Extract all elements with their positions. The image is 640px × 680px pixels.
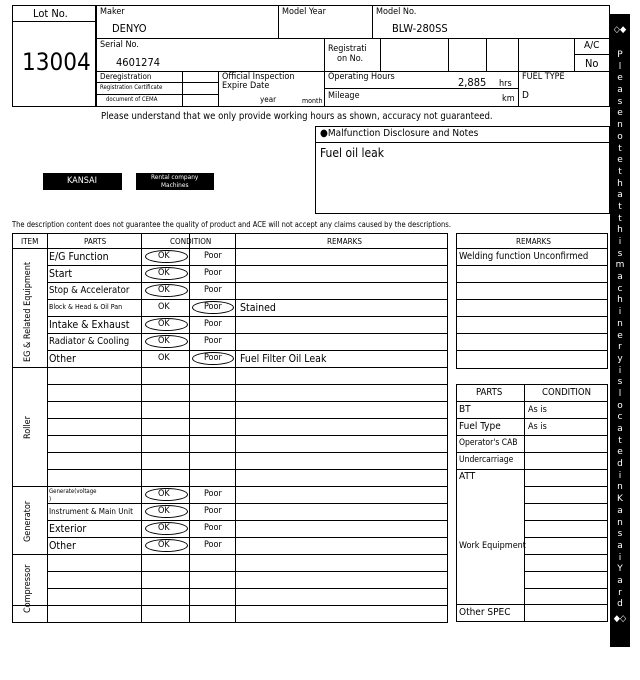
row-divider: [47, 333, 448, 334]
row-divider: [47, 282, 448, 283]
selected-condition-oval: [145, 250, 188, 263]
fuel-type-value: D: [522, 90, 529, 101]
right-remarks-row-line: [456, 299, 608, 300]
poor-option: Poor: [204, 489, 222, 499]
part-generate-voltage-2: ): [49, 496, 52, 503]
selected-condition-oval: [192, 352, 234, 365]
ok-option: OK: [158, 251, 170, 261]
side-banner-letter: n: [617, 120, 623, 131]
part-generate-voltage-1: Generate(voltage: [49, 488, 97, 495]
hrs-unit: hrs: [499, 79, 512, 89]
side-banner-letter: s: [617, 529, 623, 540]
selected-condition-oval: [192, 301, 234, 314]
side-banner-letter: i: [618, 237, 622, 247]
ok-option: OK: [158, 523, 170, 533]
inspection-label-2: Expire Date: [222, 81, 270, 91]
ok-option: OK: [158, 540, 170, 550]
poor-option: Poor: [204, 506, 222, 516]
group-label-eg: EG & Related Equipment: [23, 261, 33, 363]
operating-hours-value: 2,885: [458, 76, 487, 89]
col-parts-header: PARTS: [84, 237, 107, 246]
registration-label-2: on No.: [337, 54, 364, 64]
header-divider: [12, 248, 448, 249]
poor-option: Poor: [204, 251, 222, 261]
ok-option: OK: [158, 319, 170, 329]
side-banner-letter: n: [617, 517, 623, 528]
row-divider: [47, 299, 448, 300]
side-banner-letter: t: [618, 201, 622, 212]
selected-condition-oval: [145, 488, 188, 501]
col-item-header: ITEM: [21, 237, 39, 246]
rp-other-label: Other SPEC: [459, 607, 511, 618]
kansai-label: KANSAI: [67, 176, 97, 186]
rp-col-parts: PARTS: [476, 387, 503, 398]
part-intake-exhaust: Intake & Exhaust: [49, 319, 130, 331]
right-remarks-first: Welding function Unconfirmed: [459, 251, 589, 262]
side-banner-letter: a: [617, 424, 623, 434]
poor-option: Poor: [204, 268, 222, 278]
poor-option: Poor: [204, 285, 222, 295]
model-year-label: Model Year: [282, 7, 326, 17]
disclaimer: The description content does not guarantee the quality of product and ACE will not accept any claims caused by the descriptions.: [12, 220, 451, 229]
part-start: Start: [49, 268, 73, 280]
side-banner-letter: K: [617, 494, 623, 505]
side-banner-letter: i: [618, 470, 622, 481]
side-banner-letter: i: [618, 552, 622, 563]
maker-value: DENYO: [112, 22, 147, 35]
side-banner-letter: d: [617, 599, 623, 610]
side-banner-letter: l: [618, 61, 622, 72]
lot-number: 13004: [22, 48, 91, 76]
ok-option: OK: [158, 506, 170, 516]
side-banner-letter: a: [617, 575, 623, 586]
poor-option: Poor: [204, 353, 222, 363]
rp-cab-label: Operator's CAB: [459, 438, 518, 448]
row-divider: [47, 265, 448, 266]
side-banner-letter: i: [618, 307, 622, 318]
cema-label: document of CEMA: [106, 96, 158, 103]
part-radiator-cooling: Radiator & Cooling: [49, 336, 130, 347]
side-banner-top-symbol: ◇◆: [613, 25, 627, 35]
side-banner-text: [610, 50, 630, 610]
right-remarks-row-line: [456, 282, 608, 283]
model-no-label: Model No.: [376, 7, 417, 17]
poor-option: Poor: [204, 319, 222, 329]
rp-under-label: Undercarriage: [459, 455, 514, 465]
row-divider: [47, 469, 448, 470]
side-banner-letter: o: [617, 400, 623, 411]
poor-option: Poor: [204, 302, 222, 312]
side-banner-letter: l: [618, 388, 622, 399]
row-divider: [47, 316, 448, 317]
selected-condition-oval: [145, 335, 188, 348]
rp-work-label: Work Equipment: [459, 541, 526, 551]
ok-option: OK: [158, 336, 170, 346]
ok-option: OK: [158, 268, 170, 278]
right-remarks-row-line: [456, 248, 608, 249]
row-divider: [47, 588, 448, 589]
maker-label: Maker: [100, 7, 125, 17]
group-divider: [12, 554, 448, 555]
reg-cert-label: Registration Certificate: [100, 84, 163, 91]
part-eg-function: E/G Function: [49, 251, 109, 263]
poor-option: Poor: [204, 540, 222, 550]
side-banner-letter: d: [617, 459, 623, 470]
part-instrument-main: Instrument & Main Unit: [49, 507, 133, 516]
right-remarks-row-line: [456, 333, 608, 334]
side-banner-letter: h: [617, 178, 623, 189]
deregistration-label: Deregistration: [100, 72, 152, 81]
side-banner-letter: t: [618, 166, 622, 177]
side-banner-letter: y: [617, 353, 623, 364]
selected-condition-oval: [145, 267, 188, 280]
part-exterior: Exterior: [49, 523, 87, 535]
col-remarks-header: REMARKS: [327, 237, 362, 246]
side-banner-letter: e: [617, 108, 623, 119]
selected-condition-oval: [145, 522, 188, 535]
right-remarks-row-line: [456, 350, 608, 351]
km-unit: km: [502, 94, 515, 104]
serial-value: 4601274: [116, 56, 161, 69]
malfunction-box: [315, 126, 610, 214]
year-label: year: [260, 95, 277, 104]
side-banner-letter: a: [617, 505, 623, 516]
rp-fuel-label: Fuel Type: [459, 421, 501, 432]
column-divider: [141, 233, 142, 623]
row-divider: [47, 350, 448, 351]
ac-value: No: [585, 57, 599, 70]
column-divider: [189, 233, 190, 623]
ok-option: OK: [158, 285, 170, 295]
poor-option: Poor: [204, 523, 222, 533]
rental-label-2: Machines: [161, 181, 189, 189]
rp-att-label: ATT: [459, 471, 476, 482]
side-banner-letter: e: [617, 447, 623, 458]
side-banner-letter: t: [618, 213, 622, 224]
right-remarks-title: REMARKS: [516, 237, 551, 246]
side-banner-letter: t: [618, 143, 622, 154]
side-banner-letter: t: [618, 435, 622, 446]
side-banner-bottom-symbol: ◆◇: [613, 614, 627, 624]
row-divider: [47, 418, 448, 419]
ok-option: OK: [158, 489, 170, 499]
side-banner-letter: a: [617, 190, 623, 201]
group-divider: [12, 367, 448, 368]
row-divider: [47, 571, 448, 572]
side-banner-letter: s: [617, 248, 623, 259]
rp-col-condition: CONDITION: [542, 387, 592, 398]
part-other-eg: Other: [49, 353, 76, 365]
side-banner-letter: P: [617, 50, 623, 60]
selected-condition-oval: [145, 318, 188, 331]
malfunction-title: ●Malfunction Disclosure and Notes: [320, 128, 479, 139]
operating-hours-label: Operating Hours: [328, 72, 395, 82]
rp-bt-value: As is: [528, 405, 547, 415]
right-remarks-row-line: [456, 265, 608, 266]
side-banner-letter: Y: [617, 564, 623, 575]
side-banner-letter: n: [617, 318, 623, 329]
part-other-generator: Other: [49, 540, 76, 552]
row-divider: [47, 384, 448, 385]
side-banner-letter: s: [617, 96, 623, 107]
remark-other-eg: Fuel Filter Oil Leak: [240, 353, 327, 365]
side-banner-letter: e: [617, 73, 623, 84]
side-banner-letter: c: [617, 283, 623, 294]
side-banner-letter: o: [617, 131, 623, 142]
side-banner-letter: e: [617, 155, 623, 166]
side-banner-letter: a: [617, 272, 623, 283]
row-divider: [47, 452, 448, 453]
month-label: month: [302, 97, 323, 105]
malfunction-text: Fuel oil leak: [320, 146, 385, 160]
group-label-generator: Generator: [23, 500, 33, 542]
model-no-value: BLW-280SS: [392, 22, 448, 35]
ok-option: OK: [158, 302, 170, 312]
mileage-label: Mileage: [328, 91, 360, 101]
selected-condition-oval: [145, 284, 188, 297]
poor-option: Poor: [204, 336, 222, 346]
column-divider: [235, 233, 236, 623]
row-divider: [47, 503, 448, 504]
side-banner-letter: n: [617, 482, 623, 493]
side-banner-letter: h: [617, 225, 623, 236]
row-divider: [47, 435, 448, 436]
side-banner-letter: a: [617, 540, 623, 551]
column-divider: [47, 233, 48, 623]
rp-bt-label: BT: [459, 404, 471, 415]
side-banner-letter: e: [617, 330, 623, 341]
side-banner-letter: i: [618, 365, 622, 376]
part-stop-accelerator: Stop & Accelerator: [49, 285, 130, 296]
rental-label-1: Rental company: [151, 173, 199, 181]
right-remarks-row-line: [456, 316, 608, 317]
part-block-head: Block & Head & Oil Pan: [49, 303, 123, 311]
side-banner-letter: h: [617, 295, 623, 306]
ok-option: OK: [158, 353, 170, 363]
side-banner-letter: a: [617, 85, 623, 96]
serial-label: Serial No.: [100, 40, 139, 50]
row-divider: [47, 401, 448, 402]
side-banner-letter: m: [615, 260, 625, 271]
registration-label-1: Registrati: [328, 44, 367, 54]
col-condition-header: CONDITION: [170, 237, 212, 246]
side-banner-letter: c: [617, 412, 623, 423]
remark-block-head: Stained: [240, 302, 276, 314]
lot-label: Lot No.: [33, 7, 68, 20]
side-banner-letter: r: [618, 587, 622, 598]
side-banner-letter: s: [617, 377, 623, 388]
group-label-roller: Roller: [23, 416, 33, 440]
group-divider: [12, 486, 448, 487]
ac-label: A/C: [584, 40, 600, 51]
fuel-type-label: FUEL TYPE: [522, 72, 565, 82]
rp-fuel-value: As is: [528, 422, 547, 432]
side-banner-letter: r: [618, 342, 622, 353]
selected-condition-oval: [145, 505, 188, 518]
group-divider: [12, 605, 448, 606]
hours-notice: Please understand that we only provide working hours as shown, accuracy not guaranteed.: [101, 111, 493, 122]
selected-condition-oval: [145, 539, 188, 552]
row-divider: [47, 520, 448, 521]
inspection-label-1: Official Inspection: [222, 72, 295, 82]
row-divider: [47, 537, 448, 538]
group-label-compressor: Compressor: [23, 564, 33, 614]
